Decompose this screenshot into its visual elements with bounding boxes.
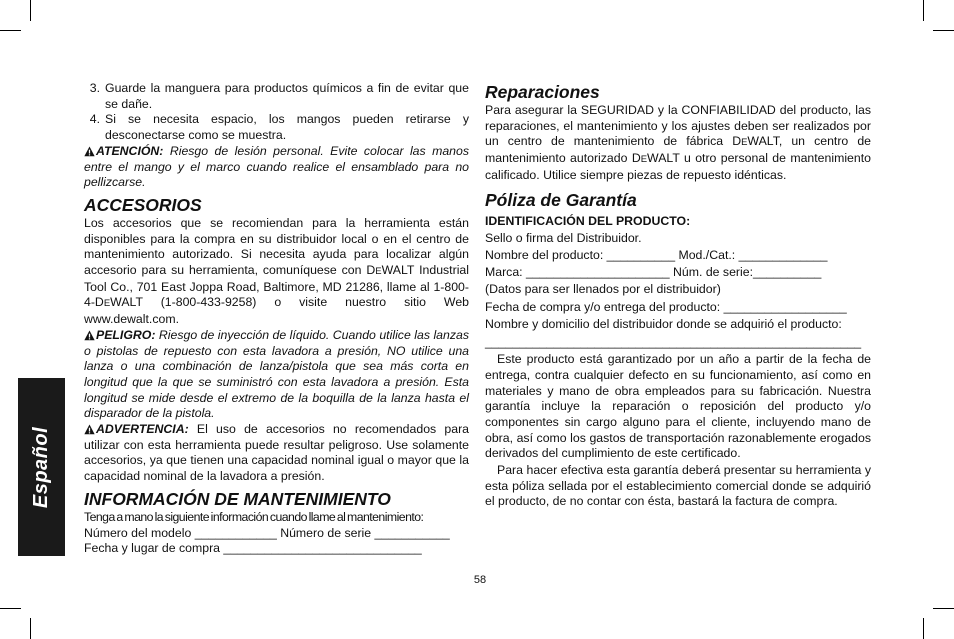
peligro-notice	[84, 328, 469, 422]
attention-notice	[84, 144, 469, 191]
warranty-form-line: Fecha de compra y/o entrega del producto: __________________	[485, 299, 847, 314]
language-tab-label-wrap	[18, 378, 65, 556]
list-number: 3.	[89, 81, 100, 95]
product-id-heading: IDENTIFICACIÓN DEL PRODUCTO:	[485, 213, 691, 228]
crop-mark	[933, 30, 954, 31]
warranty-form-line: Nombre del producto: __________ Mod./Cat.: _____________	[485, 247, 828, 262]
left-column	[84, 81, 469, 557]
attention-text: Riesgo de lesión personal. Evite colocar las manos entre el mango y el marco cuando realice el ensamblado para no pellizcarse.	[84, 143, 469, 190]
peligro-label: PELIGRO:	[96, 327, 156, 342]
crop-mark	[923, 0, 924, 21]
warning-icon	[84, 330, 95, 341]
advertencia-label: ADVERTENCIA:	[96, 422, 189, 437]
crop-mark	[0, 608, 21, 609]
crop-mark	[933, 608, 954, 609]
brand-smallcap: E	[375, 266, 382, 278]
peligro-text: Riesgo de inyección de líquido. Cuando utilice las lanzas o pistolas de repuesto con esta lavadora a presión, NO utilice una lanza o una combinación de lanza/pistola que sea más corta en longitud que la que se suministró con esta lavadora a presión. Esta longitud se mide desde el extremo de la boquilla de la lanza hasta el disparador de la pistola.	[84, 327, 469, 421]
warranty-form-line: (Datos para ser llenados por el distribuidor)	[485, 282, 721, 297]
reparaciones-body-part: WALT, un centro de mantenimiento autorizado D	[485, 134, 872, 166]
mantenimiento-line: Tenga a mano la siguiente información cuando llame al mantenimiento:	[84, 509, 424, 524]
warning-icon	[84, 146, 95, 157]
section-heading-mantenimiento: INFORMACIÓN DE MANTENIMIENTO	[84, 488, 391, 509]
brand-smallcap: E	[741, 137, 748, 149]
crop-mark	[0, 30, 21, 31]
accesorios-body	[84, 216, 469, 328]
reparaciones-body	[485, 103, 871, 184]
page-number: 58	[473, 574, 487, 586]
advertencia-notice	[84, 422, 469, 485]
warning-icon	[84, 424, 95, 435]
section-heading-garantia: Póliza de Garantía	[485, 189, 637, 210]
warranty-form-line: _______________________________________________________	[485, 335, 862, 350]
accesorios-body-part: WALT Industrial Tool Co., 701 East Joppa Road, Baltimore, MD 21286, llame al 1-800-4-D	[84, 263, 470, 310]
reparaciones-body-part: Para asegurar la SEGURIDAD y la CONFIABILIDAD del producto, las reparaciones, el mantenimiento y los ajustes deben ser realizados por un centro de mantenimiento de fábrica D	[485, 103, 871, 149]
warranty-form-line: Marca: _____________________ Núm. de serie:__________	[485, 265, 822, 280]
crop-mark	[30, 0, 31, 21]
right-column	[485, 81, 871, 510]
warranty-paragraph: Este producto está garantizado por un año a partir de la fecha de entrega, contra cualquier defecto en su funcionamiento, así como en materiales y mano de obra empleados para su fabricación. Nuestra garantía incluye la reparación o reposición del producto y/o componentes sin cargo alguno para el cliente, incluyendo mano de obra, así como los gastos de transportación razonablemente erogados derivados del cumplimiento de este certificado.	[485, 352, 871, 461]
warranty-form-line: Nombre y domicilio del distribuidor donde se adquirió el producto:	[485, 316, 842, 331]
list-text: Guarde la manguera para productos químicos a fin de evitar que se dañe.	[105, 81, 469, 111]
list-text: Si se necesita espacio, los mangos pueden retirarse y desconectarse como se muestra.	[105, 112, 469, 143]
mantenimiento-line: Número del modelo ____________ Número de serie ___________	[84, 525, 450, 540]
brand-smallcap: E	[103, 298, 111, 310]
advertencia-text: El uso de accesorios no recomendados para utilizar con esta herramienta puede resultar peligroso. Use solamente accesorios, ya que tienen una capacidad nominal igual o mayor que la capacidad nominal de la lavadora a presión.	[84, 422, 469, 484]
warranty-form-line: Sello o firma del Distribuidor.	[485, 230, 642, 245]
crop-mark	[923, 618, 924, 639]
language-tab-label: Español	[30, 426, 53, 508]
section-heading-reparaciones: Reparaciones	[485, 82, 600, 102]
accesorios-body-part: Los accesorios que se recomiendan para la herramienta están disponibles para la compra en su distribuidor local o en el centro de mantenimiento autorizado. Si necesita ayuda para localizar algún accesorio para su herramienta, comuníquese con D	[84, 215, 469, 278]
list-item	[84, 112, 469, 143]
accesorios-body-part: WALT (1-800-433-9258) o visite nuestro sitio Web www.dewalt.com.	[84, 295, 469, 327]
crop-mark	[30, 618, 31, 639]
reparaciones-body-part: WALT u otro personal de mantenimiento calificado. Utilice siempre piezas de repuesto idénticas.	[485, 151, 871, 182]
list-number: 4.	[89, 112, 100, 127]
mantenimiento-line: Fecha y lugar de compra _____________________________	[84, 541, 422, 556]
warranty-paragraph: Para hacer efectiva esta garantía deberá presentar su herramienta y esta póliza sellada por el establecimiento comercial donde se adquirió el producto, de no contar con ésta, bastará la factura de compra.	[485, 463, 871, 509]
brand-smallcap: E	[640, 154, 648, 166]
list-item	[84, 81, 469, 112]
attention-label: ATENCIÓN:	[96, 143, 164, 158]
section-heading-accesorios: ACCESORIOS	[84, 194, 202, 215]
